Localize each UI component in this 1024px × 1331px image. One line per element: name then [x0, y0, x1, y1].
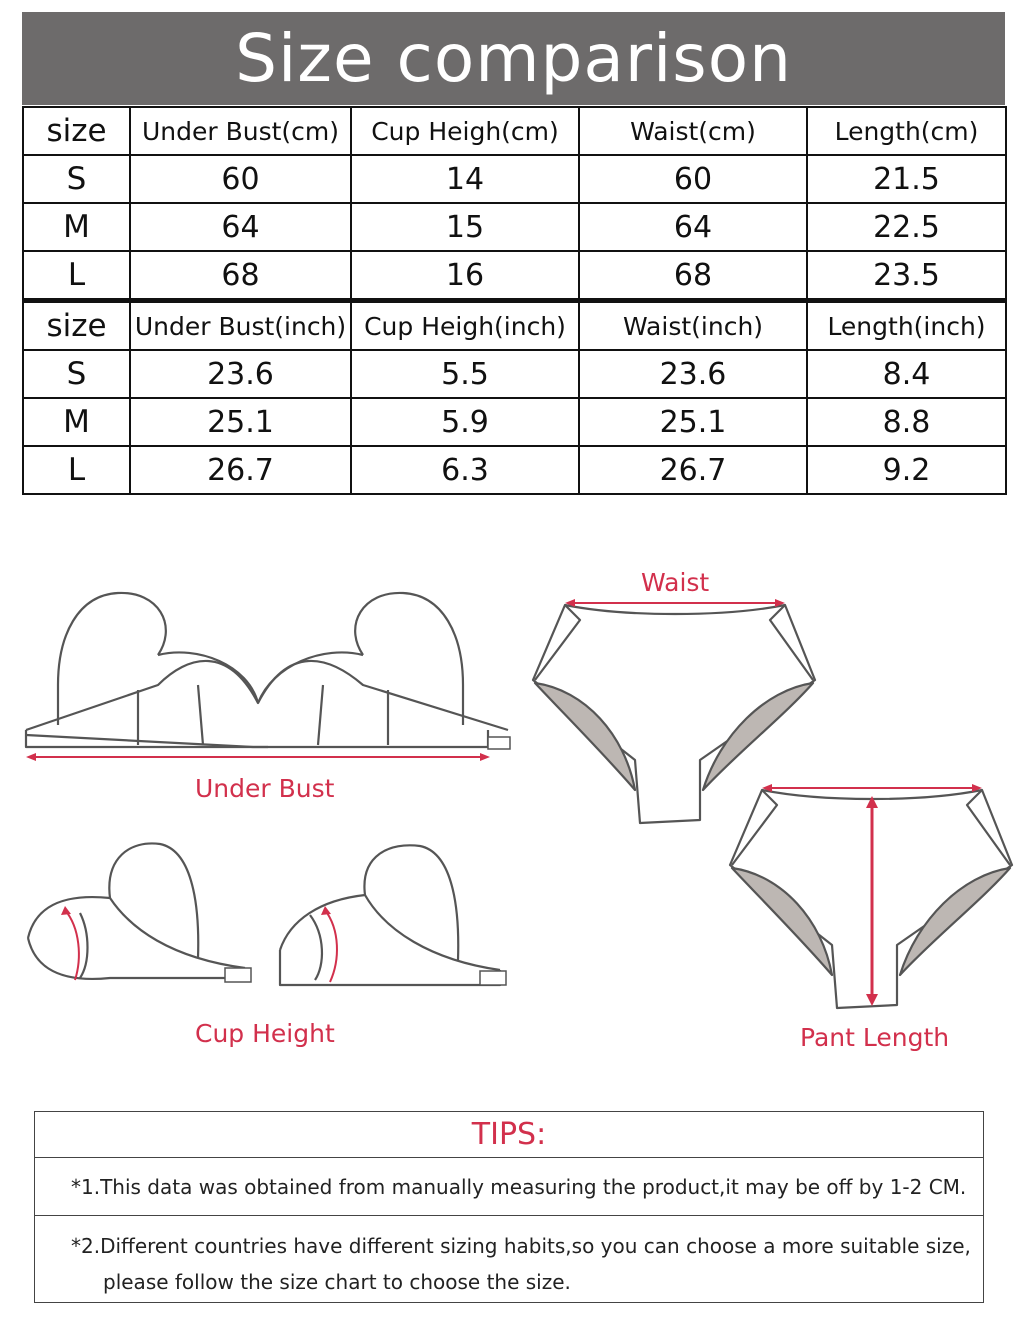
panty-length-illustration	[722, 780, 1022, 1015]
cell-size: S	[23, 155, 130, 203]
header-under-bust-cm: Under Bust(cm)	[130, 107, 351, 155]
cell-value: 9.2	[807, 446, 1006, 494]
header-waist-cm: Waist(cm)	[579, 107, 807, 155]
cell-value: 64	[130, 203, 351, 251]
header-waist-inch: Waist(inch)	[579, 301, 807, 351]
waist-label: Waist	[641, 568, 710, 597]
table-row	[23, 203, 1006, 251]
tips-box	[34, 1111, 984, 1303]
cell-value: 14	[351, 155, 579, 203]
header-length-cm: Length(cm)	[807, 107, 1006, 155]
table-row	[23, 446, 1006, 494]
pant-length-label: Pant Length	[800, 1023, 950, 1052]
cell-size: M	[23, 398, 130, 446]
cell-value: 8.8	[807, 398, 1006, 446]
table-row	[23, 398, 1006, 446]
cell-value: 5.9	[351, 398, 579, 446]
cell-size: L	[23, 446, 130, 494]
cell-value: 23.6	[579, 350, 807, 398]
cell-value: 21.5	[807, 155, 1006, 203]
cup-height-label: Cup Height	[195, 1019, 335, 1048]
tip-1: *1.This data was obtained from manually measuring the product,it may be off by 1-2 CM.	[35, 1158, 983, 1216]
under-bust-label: Under Bust	[195, 774, 335, 803]
cell-value: 60	[579, 155, 807, 203]
cell-value: 64	[579, 203, 807, 251]
cell-value: 23.5	[807, 251, 1006, 301]
cell-value: 5.5	[351, 350, 579, 398]
tip-2	[35, 1216, 983, 1300]
tip-2-line-b: please follow the size chart to choose the size.	[103, 1270, 571, 1294]
tips-title: TIPS:	[35, 1112, 983, 1158]
cell-value: 15	[351, 203, 579, 251]
cup-side-illustration-left	[20, 838, 260, 998]
table-header-row-inch	[23, 301, 1006, 351]
cell-value: 25.1	[130, 398, 351, 446]
cell-size: S	[23, 350, 130, 398]
page-title: Size comparison	[22, 12, 1005, 105]
cell-size: M	[23, 203, 130, 251]
tip-2-line-a: *2.Different countries have different sizing habits,so you can choose a more suitable size,	[71, 1234, 971, 1258]
table-row	[23, 251, 1006, 301]
header-size: size	[23, 301, 130, 351]
header-length-inch: Length(inch)	[807, 301, 1006, 351]
cell-value: 26.7	[579, 446, 807, 494]
table-header-row-cm	[23, 107, 1006, 155]
bra-front-illustration	[18, 585, 518, 775]
header-cup-height-cm: Cup Heigh(cm)	[351, 107, 579, 155]
cell-size: L	[23, 251, 130, 301]
cell-value: 68	[130, 251, 351, 301]
header-size: size	[23, 107, 130, 155]
header-cup-height-inch: Cup Heigh(inch)	[351, 301, 579, 351]
cell-value: 25.1	[579, 398, 807, 446]
cup-side-illustration-right	[270, 840, 510, 1000]
cell-value: 23.6	[130, 350, 351, 398]
cell-value: 16	[351, 251, 579, 301]
cell-value: 6.3	[351, 446, 579, 494]
header-under-bust-inch: Under Bust(inch)	[130, 301, 351, 351]
table-row	[23, 155, 1006, 203]
cell-value: 22.5	[807, 203, 1006, 251]
cell-value: 68	[579, 251, 807, 301]
cell-value: 60	[130, 155, 351, 203]
size-table	[22, 106, 1007, 495]
table-row	[23, 350, 1006, 398]
cell-value: 26.7	[130, 446, 351, 494]
cell-value: 8.4	[807, 350, 1006, 398]
